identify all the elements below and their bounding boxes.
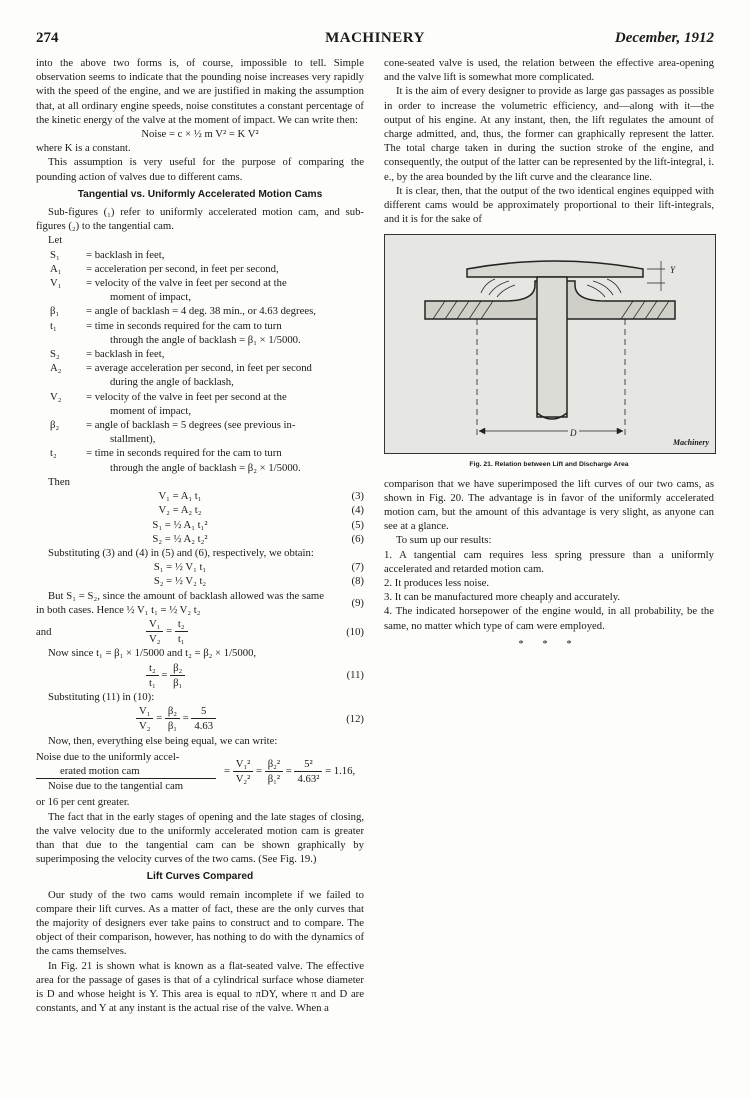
definition-line: = average acceleration per second, in feet per second (86, 362, 312, 375)
paragraph: Now, then, everything else being equal, we can write: (48, 734, 278, 747)
result-item: 3. It can be manufactured more cheaply and accurately. (384, 591, 621, 604)
equation-9: But S₁ = S₂, since the amount of backlash allowed was the same in both cases. Hence ½ V₁ t₁ = ½ V₂ t₂ (9) (36, 589, 364, 616)
equation-row (36, 560, 364, 574)
left-column (36, 56, 364, 1015)
paragraph: Now since t₁ = β₁ × 1/5000 and t₂ = β₂ × 1/5000, (48, 647, 257, 660)
result-item: 4. The indicated horsepower of the engine would, in all probability, be the same, no matter which type of cam were employed. (384, 605, 714, 632)
paragraph: The fact that in the early stages of opening and the late stages of closing, the valve velocity due to the uniformly accelerated motion cam is greater than that due to the tangential cam can be shown graphically by superimposing the velocity curves of the two cams. (See Fig. 19.) (36, 810, 364, 866)
definition-symbol: V₂ (50, 390, 62, 403)
equation-11: $\frac{\text{t₂}}{\text{t₁}}$ = $\frac{\text{β₂}}{\text{β₁}}$ (11) (36, 661, 364, 690)
equation-body: S₁ = ½ V₁ t₁ (153, 561, 207, 574)
paragraph: Our study of the two cams would remain incomplete if we failed to compare their lift curves. As a matter of fact, these are the only curves that the majority of designers ever take pains to construct and to compare. The object of their comparison, however, has nothing to do with the dynamics of the cams themselves. (36, 888, 364, 958)
equation-row (36, 489, 364, 503)
equation-12: $\frac{\text{V₁}}{\text{V₂}}$ = $\frac{\text{β₂}}{\text{β₁}}$ = $\frac{5}{4.63}$ (12) (36, 704, 364, 733)
definition-item (36, 361, 364, 389)
definition-symbol: t₁ (50, 319, 57, 332)
equation-row (36, 518, 364, 532)
definition-item (36, 304, 364, 318)
valve-drawing (385, 235, 715, 453)
definition-item (36, 262, 364, 276)
definition-symbol: S₁ (50, 248, 60, 261)
end-stars: * * * (518, 637, 580, 650)
definition-item (36, 319, 364, 347)
issue-date: December, 1912 (614, 30, 714, 46)
equation-row (36, 503, 364, 517)
paragraph: where K is a constant. (36, 142, 131, 155)
definition-text (84, 446, 364, 474)
equation-label: (7) (351, 561, 364, 574)
equation-label: (5) (351, 518, 364, 531)
definition-item (36, 248, 364, 262)
equation-label: (6) (351, 532, 364, 545)
paragraph: It is the aim of every designer to provide as large gas passages as possible in order to increase the volumetric efficiency, and—along with it—the output of his engine. At any instant, then, the lift regulates the amount of charge admitted, and, thus, the former can graphically represent the latter. The total charge taken in during the suction stroke of the engine, and consequently, the output of the latter can be represented by the lift-integral, i. e., by the area bounded by the lift curve and the clearance line. (384, 85, 714, 183)
definition-continuation: during the angle of backlash, (110, 376, 234, 389)
equation-noise: Noise = c × ½ m V² = K V² (141, 128, 259, 141)
definition-text (84, 262, 364, 276)
label-y: Y (670, 265, 676, 276)
definition-line: = velocity of the valve in feet per second at the (86, 277, 287, 290)
definition-text (84, 347, 364, 361)
equation-body: S₁ = ½ A₁ t₁² (152, 518, 208, 531)
definition-symbol: V₁ (50, 277, 62, 290)
equations-7-8 (36, 560, 364, 588)
definition-item (36, 446, 364, 474)
paragraph: into the above two forms is, of course, impossible to tell. Simple observation seems to indicate that the pounding noise increases very rapidly with the speed of the engine, and we are justified in making the assumption that, at all ordinary engine speeds, noise constitutes a constant percentage of the kinetic energy of the valve at the moment of impact. We can write then: (36, 57, 364, 126)
paragraph: or 16 per cent greater. (36, 796, 130, 809)
definition-line: = time in seconds required for the cam to turn (86, 447, 282, 460)
definition-line: = angle of backlash = 4 deg. 38 min., or 4.63 degrees, (86, 305, 316, 318)
definition-symbol: A₂ (50, 362, 62, 375)
figure-21-valve-diagram (384, 234, 716, 454)
figure-credit: Machinery (673, 438, 709, 448)
page-header (36, 30, 714, 52)
equation-row (36, 574, 364, 588)
paragraph: comparison that we have superimposed the lift curves of our two cams, as shown in Fig. 20. The advantage is in favor of the uniformly accelerated motion cam, but the amount of this advantage is very slight, as anyone can see at a glance. (384, 477, 714, 533)
equation-row (36, 532, 364, 546)
equations-3-6 (36, 489, 364, 546)
definition-text (84, 319, 364, 347)
let-label: Let (48, 234, 63, 247)
equation-label: (8) (351, 575, 364, 588)
definition-symbol: β₂ (50, 419, 60, 432)
paragraph: Substituting (11) in (10): (48, 690, 155, 703)
definition-line: = angle of backlash = 5 degrees (see previous in- (86, 419, 296, 432)
definition-item (36, 418, 364, 446)
right-column (384, 56, 714, 651)
definition-symbol: A₁ (50, 262, 62, 275)
definition-item (36, 276, 364, 304)
figure-caption: Fig. 21. Relation between Lift and Discharge Area (469, 461, 629, 469)
definition-text (84, 418, 364, 446)
definition-continuation: moment of impact, (110, 291, 192, 304)
definition-text (84, 248, 364, 262)
paragraph: In Fig. 21 is shown what is known as a flat-seated valve. The effective area for the passage of gases is that of a cylindrical surface whose diameter is D and whose height is Y. This area is equal to πDY, where π and D are constants, and Y at any instant is the actual rise of the valve. When a (36, 959, 364, 1015)
definition-line: = backlash in feet, (86, 248, 165, 261)
definition-continuation: stallment), (110, 433, 156, 446)
equation-noise-ratio: Noise due to the uniformly accel- erated motion cam Noise due to the tangential cam = $\frac{\text{V₁²}}{\text{V₂²}}$ = $\frac{\text{β₂²}}{\text{β₁²}}$ = $\frac{\text{5²}}{\text{4.63²}}$ = 1.16, (36, 750, 356, 793)
definition-line: = acceleration per second, in feet per second, (86, 262, 279, 275)
result-item: 1. A tangential cam requires less spring pressure than a uniformly accelerated and retarded motion cam. (384, 548, 714, 575)
paragraph: cone-seated valve is used, the relation between the effective area-opening and the valve lift is somewhat more complicated. (384, 57, 714, 84)
paragraph: This assumption is very useful for the purpose of comparing the pounding action of valves due to different cams. (36, 156, 364, 183)
definition-continuation: moment of impact, (110, 404, 192, 417)
paragraph: Substituting (3) and (4) in (5) and (6), respectively, we obtain: (48, 546, 314, 559)
definition-continuation: through the angle of backlash = β₁ × 1/5000. (110, 333, 301, 346)
section-heading: Tangential vs. Uniformly Accelerated Motion Cams (77, 188, 323, 200)
definition-symbol: S₂ (50, 348, 60, 361)
journal-title: MACHINERY (325, 30, 425, 46)
results-list (384, 548, 714, 633)
then-label: Then (48, 475, 70, 488)
equation-body: S₂ = ½ V₂ t₂ (153, 575, 207, 588)
result-item: 2. It produces less noise. (384, 577, 490, 590)
paragraph: It is clear, then, that the output of the two identical engines equipped with different cams would be approximately proportional to their lift-integrals, and it is for the sake of (384, 184, 714, 226)
definition-continuation: through the angle of backlash = β₂ × 1/5000. (110, 461, 301, 474)
equation-body: V₁ = A₁ t₁ (158, 490, 202, 503)
definition-text (84, 276, 364, 304)
equation-body: S₂ = ½ A₂ t₂² (152, 532, 208, 545)
section-heading: Lift Curves Compared (146, 871, 254, 883)
equation-label: (4) (351, 504, 364, 517)
definition-item (36, 347, 364, 361)
definition-text (84, 361, 364, 389)
equation-body: V₂ = A₂ t₂ (158, 504, 202, 517)
definition-text (84, 304, 364, 318)
definition-text (84, 390, 364, 418)
page-number: 274 (36, 30, 59, 46)
equation-label: (3) (351, 490, 364, 503)
definitions-list (36, 248, 364, 475)
definition-line: = velocity of the valve in feet per second at the (86, 390, 287, 403)
equation-10: and $\frac{\text{V₁}}{\text{V₂}}$ = $\frac{\text{t₂}}{\text{t₁}}$ (10) (36, 617, 364, 646)
paragraph: Sub-figures (₁) refer to uniformly accelerated motion cam, and sub-figures (₂) to the tangential cam. (36, 206, 364, 233)
label-d: D (568, 426, 579, 440)
definition-symbol: β₁ (50, 305, 60, 318)
definition-item (36, 390, 364, 418)
definition-line: = time in seconds required for the cam to turn (86, 319, 282, 332)
definition-line: = backlash in feet, (86, 348, 165, 361)
definition-symbol: t₂ (50, 447, 57, 460)
paragraph: To sum up our results: (396, 534, 492, 547)
